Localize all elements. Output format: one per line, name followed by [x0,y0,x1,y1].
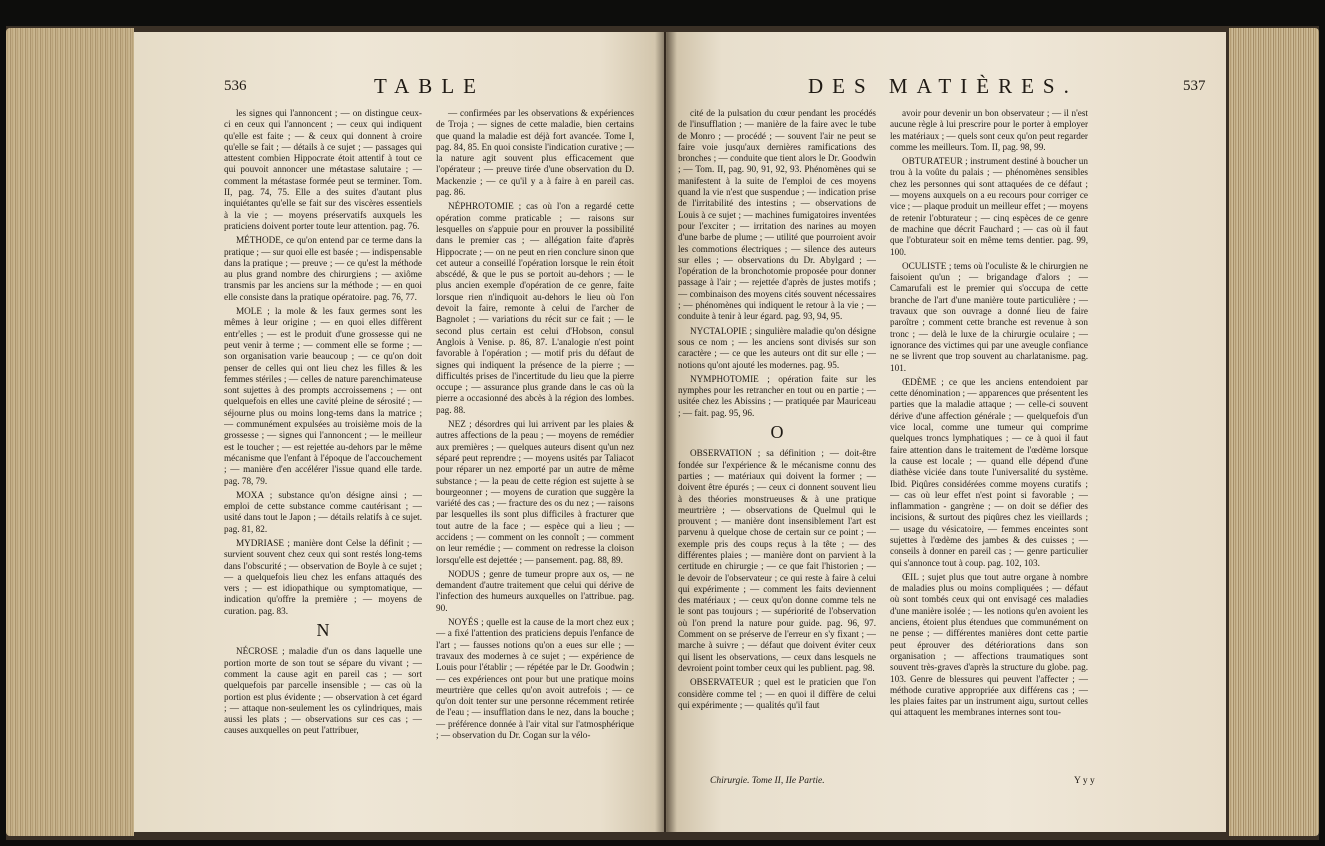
gutter [655,32,677,832]
index-entry: OBSERVATION ; sa définition ; — doit-être fondée sur l'expérience & le mécanisme connu des parties ; — matériaux qui doivent la former ; — doivent être épurés ; — ceux ci donnent souvent lieu à des théories monstrueuses & à une pratique meurtrière ; — observations de Quelmul qui le prouvent ; — manière dont insensiblement l'art est parvenu à quelque chose de certain sur ce point ; — exemple pris des coups reçus à la tête ; — des différentes plaies ; — manière dont on parvient à la certitude en chirurgie ; — ce que fait l'historien ; — le devoir de l'observateur ; ce qui reste à faire à celui qui expérimente ; — comment les faits deviennent des matériaux ; — ceux qu'on donne comme tels ne le sont pas toujours ; — supériorité de l'observation où l'on prend la nature pour guide. pag. 96, 97. Comment on se préserve de l'erreur en s'y fixant ; — marche à suivre ; — défaut que doivent éviter ceux qui lisent les observations, — ceux dans lesquels ne devroient point tomber ceux qui les publient. pag. 98. [678,448,876,673]
index-entry: NEZ ; désordres qui lui arrivent par les plaies & autres affections de la peau ; — moyens de remédier aux premières ; — quelques auteurs disent qu'un nez séparé peut reprendre ; — moyens usités par Taliacot pour réparer un nez emporté par un autre de même substance ; — la peau de cette région est sujette à se bourgeonner ; — moyens de curation que suggère la variété des cas ; — fracture des os du nez ; — raisons par lesquelles ils sont plus difficiles à fracturer que tout autre de la face ; — espèce qui a lieu ; — accidens ; — comment on les connoît ; — comment on leur remédie ; — comment on redresse la cloison lorsqu'elle est dejettée ; — pansement. pag. 88, 89. [436,419,634,565]
index-entry: NYMPHOTOMIE ; opération faite sur les nymphes pour les retrancher en tout ou en partie ; — usitée chez les Abissins ; — pratiquée par Mauriceau ; — fait. pag. 95, 96. [678,373,876,418]
index-entry: NOYÉS ; quelle est la cause de la mort chez eux ; — a fixé l'attention des praticiens depuis l'enfance de l'art ; — fausses notions qu'on a eues sur elle ; — travaux des modernes à ce sujet ; — expérience de Louis pour l'établir ; — répétée par le Dr. Goodwin ; — ces expériences ont pour but une pratique moins meurtrière que celles qu'on avoit autrefois ; — ce qu'on doit tenter sur une personne récemment retirée de l'eau ; — insufflation dans le nez, dans la bouche ; — préférence donnée à l'air vital sur l'atmosphérique ; — observation du Dr. Cogan sur la vélo- [436,617,634,741]
running-head-left: TABLE [374,74,485,98]
left-column-2 [436,108,634,776]
index-entry: les signes qui l'annoncent ; — on distingue ceux-ci en ceux qui l'annoncent ; — ceux qui indiquent qu'elle est faite ; — & ceux qui donnent à croire qu'elle se fait ; — détails à ce sujet ; — passages qui attestent combien Hippocrate étoit attentif à tout ce qui pouvoit annoncer une métastase salutaire ; — comment la métastase formée peut se terminer. Tom. II, pag. 74, 75. Elle a des suites d'autant plus inquiétantes qu'elle se fait sur des viscères essentiels à la vie ; — moyens préservatifs auxquels les praticiens doivent porter toute leur attention. pag. 76. [224,108,422,231]
index-entry: MOLE ; la mole & les faux germes sont les mêmes à leur origine ; — en quoi elles diffèrent entr'elles ; — est le produit d'une grossesse qui ne peut venir à terme ; — comment elle se forme ; — son organisation varie beaucoup ; — ce qu'on doit penser de celles qui ont lieu chez les filles & les femmes stériles ; — celles de nature parenchimateuse sont sujettes à des prompts accroissemens ; — ont quelquefois en elles une cavité pleine de sérosité ; — séjourne plus ou moins long-tems dans la matrice ; — communément expulsées au troisième mois de la grossesse ; — signes qui l'annoncent ; — le meilleur est le toucher ; — est rejettée au-dehors par le même mécanisme que l'enfant à l'époque de l'accouchement ; — manière d'en accélérer l'issue quand elle tarde. pag. 78, 79. [224,306,422,486]
section-letter: O [770,422,784,443]
index-entry: NÉPHROTOMIE ; cas où l'on a regardé cette opération comme praticable ; — raisons sur lesquelles on s'appuie pour en prouver la possibilité dans le premier cas ; — allégation faite d'après Hippocrate ; — on ne peut en rien conclure sinon que cet auteur a conseillé l'opération lorsque le rein étoit abscédé, & que le pus se portoit au-dehors ; — le plus ancien exemple d'opération de ce genre, faite lorsque rien n'indiquoit au-dehors le lieu où l'on devoit la faire, remonte à celui de l'archer de Bagnolet ; — variations du récit sur ce fait ; — le second plus certain est celui d'Hobson, consul Anglois à Venise. p. 86, 87. L'analogie n'est point favorable à l'opération ; — motif pris du défaut de signes qui indiquent la présence de la pierre ; — difficultés prises de l'incertitude du lieu que la pierre occupe ; — assurance plus grande dans le cas où la pierre a occasionné des abcès à la région des lombes. pag. 88. [436,201,634,415]
index-entry: NÉCROSE ; maladie d'un os dans laquelle une portion morte de son tout se sépare du vivant ; — comment la cause agit en pareil cas ; — sort quelquefois par parcelle insensible ; — cas où la portion est plus évidente ; — observation à cet égard ; — attaque non-seulement les os cylindriques, mais aussi les plats ; — observations sur ces cas ; — causes auxquelles on peut l'attribuer, [224,646,422,736]
index-entry: NODUS ; genre de tumeur propre aux os, — ne demandent d'autre traitement que celui qui dérive de l'infection des humeurs auxquelles on l'attribue. pag. 90. [436,568,634,613]
right-page [666,32,1226,832]
page-number-right: 537 [1183,78,1206,94]
page-edges-left [6,28,134,836]
index-entry: ŒIL ; sujet plus que tout autre organe à nombre de maladies plus ou moins compliquées ; — défaut où sont tombés ceux qui ont envisagé ces maladies d'une manière isolée ; — les notions qu'en avoient les anciens, étoient plus étendues que communément on ne pense ; — différentes manières dont cette partie peut éprouver des détériorations dans son organisation ; — affections traumatiques sont souvent très-graves d'après la structure du globe. pag. 103. Genre de blessures qui peuvent l'affecter ; — méthode curative appropriée aux différens cas ; — les plaies faites par un instrument aigu, surtout celles qui attaquent les membranes internes sont tou- [890,571,1088,718]
index-entry: avoir pour devenir un bon observateur ; — il n'est aucune règle à lui prescrire pour le porter à employer les matériaux ; — quels sont ceux qu'on peut regarder comme les meilleurs. Tom. II, pag. 98, 99. [890,108,1088,152]
left-columns [224,108,634,776]
index-entry: — confirmées par les observations & expériences de Troja ; — signes de cette maladie, bien certains que quand la maladie est déjà fort avancée. Tome I, pag. 84, 85. En quoi consiste l'indication curative ; — la nature agit souvent plus efficacement que l'opérateur ; — preuve tirée d'une observation du D. Mackenzie ; — ce qu'il y a à faire à en pareil cas. pag. 86. [436,108,634,198]
index-entry: OBSERVATEUR ; quel est le praticien que l'on considère comme tel ; — en quoi il diffère de celui qui expérimente ; — qualités qu'il faut [678,677,876,710]
index-entry: MOXA ; substance qu'on désigne ainsi ; — emploi de cette substance comme cautérisant ; — usité dans tout le Japon ; — détails relatifs à ce sujet. pag. 81, 82. [224,489,422,534]
right-columns [678,108,1088,776]
footer-signature: Chirurgie. Tome II, IIe Partie. [710,776,825,786]
section-letter: N [316,620,330,641]
left-page [134,32,664,832]
page-number-left: 536 [224,78,247,94]
index-entry: NYCTALOPIE ; singulière maladie qu'on désigne sous ce nom ; — les anciens sont divisés sur son caractère ; — ce que les auteurs ont dit sur elle ; — notions qu'ont ajouté les modernes. pag. 95. [678,325,876,370]
page-edges-right [1229,28,1319,836]
left-column-1 [224,108,422,776]
right-column-2 [890,108,1088,776]
index-entry: OBTURATEUR ; instrument destiné à boucher un trou à la voûte du palais ; — phénomènes sensibles chez les personnes qui sont attaquées de ce défaut ; — moyens auxquels on a eu recours pour corriger ce vice ; — plaque produit un meilleur effet ; — moyens de retenir l'obturateur ; — cinq espèces de ce genre de machine que décrit Fauchard ; — cas où il faut que l'obturateur soit en même tems dentier. pag. 99, 100. [890,156,1088,257]
index-entry: OCULISTE ; tems où l'oculiste & le chirurgien ne faisoient qu'un ; — brigandage d'alors ; — Camarufali est le premier qui s'occupa de cette branche de l'art d'une manière toute particulière ; — travaux que son ouvrage a donné lieu de faire paroître ; comment cette branche est revenue à son tronc ; — delà le luxe de la chirurgie oculaire ; — ignorance des victimes qui par une aveugle confiance ne se livrent que trop souvent au charlatanisme. pag. 101. [890,260,1088,373]
running-head-right: DES MATIÈRES. [808,74,1078,98]
index-entry: cité de la pulsation du cœur pendant les procédés de l'insufflation ; — manière de la faire avec le tube de Monro ; — procédé ; — souvent l'air ne peut se faire voie jusqu'aux dernières ramifications des bronches ; — conduite que tient alors le Dr. Goodwin ; — Tom. II, pag. 90, 91, 92, 93. Phénomènes qui se manifestent à la suite de l'emploi de ces moyens quand la vie n'est que suspendue ; — indication prise de l'irritabilité des intestins ; — observations de Louis à ce sujet ; — machines fumigatoires inventées pour l'exciter ; — irritation des narines au moyen d'une barbe de plume ; — utilité que pourroient avoir les commotions électriques ; — silence des auteurs sur elles ; — observations du Dr. Abylgard ; — l'opération de la bronchotomie proposée pour donner passage à l'air ; — rejettée d'après de justes motifs ; — combinaison des moyens cités souvent nécessaires ; — phénomènes qui indiquent le retour à la vie ; — conduite à tenir à leur égard. pag. 93, 94, 95. [678,108,876,322]
index-entry: MYDRIASE ; manière dont Celse la définit ; — survient souvent chez ceux qui sont restés long-tems dans l'obscurité ; — observation de Boyle à ce sujet ; — a quelquefois lieu chez les enfans attaqués des vers ; — est idiopathique ou symptomatique, — indication qu'offre la première ; — moyens de curation. pag. 83. [224,537,422,616]
right-column-1 [678,108,876,776]
index-entry: MÉTHODE, ce qu'on entend par ce terme dans la pratique ; — sur quoi elle est basée ; — indispensable dans la pratique ; — preuve ; — ce qu'est la méthode au plus grand nombre des chirurgiens ; — axiôme transmis par les anciens sur la méthode ; — en quoi elle consiste dans la pratique opératoire. pag. 76, 77. [224,235,422,302]
index-entry: ŒDÈME ; ce que les anciens entendoient par cette dénomination ; — apparences que présentent les parties que la maladie attaque ; — celle-ci souvent dérive d'une affection générale ; — quelquefois d'un vice local, comme une tumeur qui comprime quelques troncs lymphatiques ; — ce à quoi il faut faire attention dans le traitement de l'œdème lorsque la cause est locale ; — quand elle dépend d'une diathèse viciée dans toute l'universalité du système. Ibid. Piqûres considérées comme moyens curatifs ; — cas où leur effet n'est point si favorable ; — inflammation - gangrène ; — on doit se défier des incisions, & surtout des piqûres chez les vieillards ; — usage du vésicatoire, — femmes enceintes sont sujettes à l'œdème des jambes & des cuisses ; — conseils à donner en pareil cas ; — genre particulier qui s'annonce tout à coup. pag. 102, 103. [890,376,1088,568]
footer-gathering: Y y y [1074,776,1095,786]
